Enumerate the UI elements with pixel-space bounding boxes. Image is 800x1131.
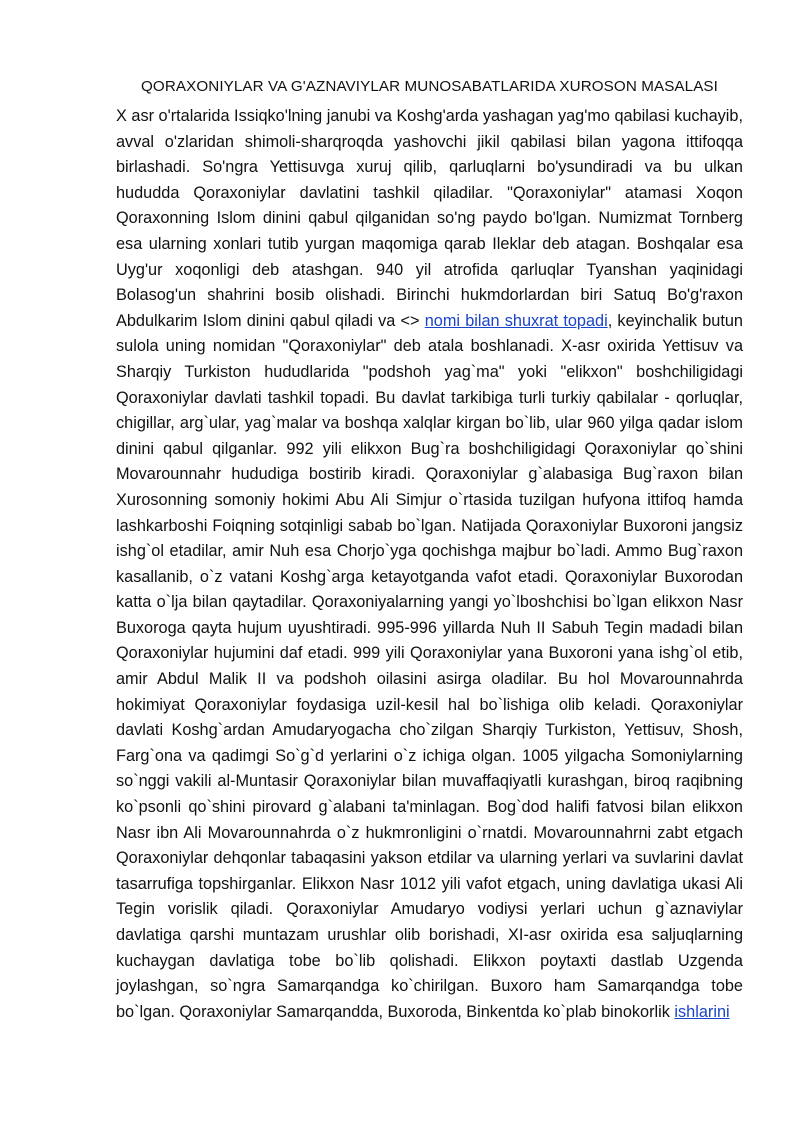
paragraph-text-part-1: X asr o'rtalarida Issiqko'lning janubi va Koshg'arda yashagan yag'mo qabilasi kuchayib, avval o'zlaridan shimoli-sharqroqda yashovchi jikil qabilasi bilan yagona ittifoqqa birlashadi. So'ngra Yettisuvga xuruj qilib, qarluqlarni bo'ysundiradi va bu ulkan hududda Qoraxoniylar davlatini tashkil qiladilar. "Qoraxoniylar" atamasi Xoqon Qoraxonning Islom dinini qabul qilganidan so'ng paydo bo'lgan. Numizmat Tornberg esa ularning xonlari tutib yurgan maqomiga qarab Ileklar deb atagan. Boshqalar esa Uyg'ur xoqonligi deb atashgan. 940 yil atrofida qarluqlar Tyanshan yaqinidagi Bolasog'un shahrini bosib olishadi. Birinchi hukmdorlardan biri Satuq Bo'g'raxon Abdulkarim Islom dinini qabul qiladi va <>	[116, 107, 743, 330]
inline-link-shuxrat-topadi[interactable]: nomi bilan shuxrat topadi	[424, 311, 608, 330]
paragraph-text-part-2: , keyinchalik butun sulola uning nomidan "Qoraxoniylar" deb atala boshlanadi. X-asr oxirida Yettisuv va Sharqiy Turkiston hududlarida "podshoh yag`ma" yoki "elikxon" boshchiligidagi Qoraxoniylar davlati tashkil topadi. Bu davlat tarkibiga turli turkiy qabilalar - qorluqlar, chigillar, arg`ular, yag`malar va boshqa xalqlar kirgan bo`lib, ular 960 yilga qadar islom dinini qabul qilganlar. 992 yili elikxon Bug`ra boshchiligidagi Qoraxoniylar qo`shini Movarounnahr hududiga bostirib kiradi. Qoraxoniylar g`alabasiga Bug`raxon bilan Xurosonning somoniy hokimi Abu Ali Simjur o`rtasida tuzilgan hufyona ittifoq hamda lashkarboshi Foiqning sotqinligi sabab bo`lgan. Natijada Qoraxoniylar Buxoroni jangsiz ishg`ol etadilar, amir Nuh esa Chorjo`yga qochishga majbur bo`ladi. Ammo Bug`raxon kasallanib, o`z vatani Koshg`arga ketayotganda vafot etadi. Qoraxoniylar Buxorodan katta o`lja bilan qaytadilar. Qoraxoniyalarning yangi yo`lboshchisi bo`lgan elikxon Nasr Buxoroga qayta hujum uyushtiradi. 995-996 yillarda Nuh II Sabuh Tegin madadi bilan Qoraxoniylar hujumini daf etadi. 999 yili Qoraxoniylar yana Buxoroni yana ishg`ol etib, amir Abdul Malik II va podshoh oilasini asirga oladilar. Bu hol Movarounnahrda hokimiyat Qoraxoniylar foydasiga uzil-kesil hal bo`lishiga olib keladi. Qoraxoniylar davlati Koshg`ardan Amudaryogacha cho`zilgan Sharqiy Turkiston, Yettisuv, Shosh, Farg`ona va qadimgi So`g`d yerlarini o`z ichiga olgan. 1005 yilgacha Somoniylarning so`nggi vakili al-Muntasir Qoraxoniylar bilan muvaffaqiyatli kurashgan, biroq raqibning ko`psonli qo`shini pirovard g`alabani ta'minlagan. Bog`dod halifi fatvosi bilan elikxon Nasr ibn Ali Movarounnahrda o`z hukmronligini o`rnatdi. Movarounnahrni zabt etgach Qoraxoniylar dehqonlar tabaqasini yakson etdilar va ularning yerlari va suvlarini davlat tasarrufiga topshirganlar. Elikxon Nasr 1012 yili vafot etgach, uning davlatiga ukasi Ali Tegin vorislik qiladi. Qoraxoniylar Amudaryo vodiysi yerlari uchun g`aznaviylar davlatiga qarshi muntazam urushlar olib borishadi, XI-asr oxirida esa saljuqlarning kuchaygan davlatiga tobe bo`lib qolishadi. Elikxon poytaxti dastlab Uzgenda joylashgan, so`ngra Samarqandga ko`chirilgan. Buxoro ham Samarqandga tobe bo`lgan. Qoraxoniylar Samarqandda, Buxoroda, Binkentda ko`plab binokorlik	[116, 311, 743, 1021]
document-title: QORAXONIYLAR VA G'AZNAVIYLAR MUNOSABATLARIDA XUROSON MASALASI	[141, 78, 718, 95]
inline-link-ishlarini[interactable]: ishlarini	[674, 1002, 730, 1021]
body-paragraph	[116, 104, 743, 1025]
